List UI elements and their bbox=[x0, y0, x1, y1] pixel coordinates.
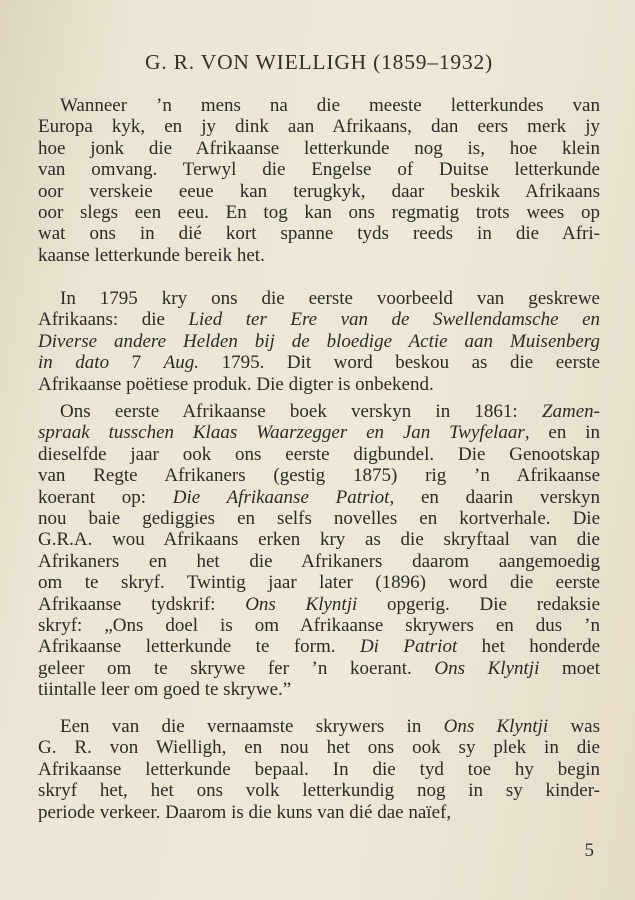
text-run: tiintalle leer om goed te skrywe.” bbox=[38, 679, 292, 701]
text-line bbox=[38, 487, 600, 508]
text-run: nou baie gediggies en selfs novelles en kortverhale. Die bbox=[38, 507, 600, 529]
text-run: Afrikaners en het die Afrikaners daarom aangemoedig bbox=[38, 550, 600, 572]
text-line bbox=[38, 159, 600, 180]
paragraph-3 bbox=[38, 401, 600, 700]
paragraph-1 bbox=[38, 95, 600, 266]
text-run: oor slegs een eeu. En tog kan ons regmatig trots wees op bbox=[38, 201, 600, 223]
text-run: van omvang. Terwyl die Engelse of Duitse letterkunde bbox=[38, 159, 600, 181]
page-number: 5 bbox=[584, 840, 594, 861]
text-line bbox=[38, 309, 600, 330]
text-line bbox=[38, 223, 600, 244]
text-line bbox=[38, 331, 600, 352]
text-run: was bbox=[548, 716, 600, 737]
text-run: skryf het, het ons volk letterkundig nog in sy kinder- bbox=[38, 780, 600, 802]
italic-text-run: spraak tusschen Klaas Waarzegger en Jan Twyfelaar bbox=[38, 422, 525, 444]
text-line bbox=[38, 245, 600, 266]
text-line bbox=[38, 780, 600, 801]
text-line bbox=[38, 444, 600, 465]
text-line bbox=[38, 636, 600, 657]
italic-text-run: Di Patriot bbox=[359, 636, 458, 658]
text-line bbox=[38, 658, 600, 679]
chapter-title: G. R. VON WIELLIGH (1859–1932) bbox=[144, 50, 494, 74]
text-run: Afrikaanse poëtiese produk. Die digter is onbekend. bbox=[38, 373, 434, 395]
text-line bbox=[38, 422, 600, 443]
text-line bbox=[38, 138, 600, 159]
text-run: wat ons in dié kort spanne tyds reeds in die Afri- bbox=[38, 223, 600, 245]
text-run: , en daarin verskyn bbox=[389, 486, 600, 508]
text-run: het honderde bbox=[457, 636, 601, 658]
text-line bbox=[38, 95, 600, 116]
text-line bbox=[38, 529, 600, 550]
italic-text-run: Diverse andere Helden bij de bloedige Actie aan Muisenberg bbox=[38, 330, 600, 352]
text-run: kaanse letterkunde bereik het. bbox=[38, 244, 265, 266]
text-run: om te skryf. Twintig jaar later (1896) word die eerste bbox=[38, 572, 600, 594]
text-run: 1795. Dit word beskou as die eerste bbox=[199, 352, 601, 374]
text-line bbox=[38, 551, 600, 572]
text-run: In 1795 kry ons die eerste voorbeeld van geskrewe bbox=[60, 288, 600, 309]
text-line bbox=[38, 615, 600, 636]
text-line bbox=[38, 759, 600, 780]
text-line bbox=[38, 594, 600, 615]
text-line bbox=[38, 181, 600, 202]
text-line bbox=[38, 116, 600, 137]
italic-text-run: in dato bbox=[38, 352, 110, 374]
text-line bbox=[38, 737, 600, 758]
text-run: van Regte Afrikaners (gestig 1875) rig ’n Afrikaanse bbox=[38, 465, 600, 487]
text-run: , en in bbox=[524, 422, 600, 444]
italic-text-run: Die Afrikaanse Patriot bbox=[172, 486, 390, 508]
text-line bbox=[38, 465, 600, 486]
text-line bbox=[38, 572, 600, 593]
text-line bbox=[38, 288, 600, 309]
text-run: opgerig. Die redaksie bbox=[357, 593, 600, 615]
text-line bbox=[38, 374, 600, 395]
text-run: G.R.A. wou Afrikaans erken kry as die skryftaal van die bbox=[38, 529, 600, 551]
text-run: dieselfde jaar ook ons eerste digbundel. Die Genootskap bbox=[38, 443, 600, 465]
text-run: periode verkeer. Daarom is die kuns van dié dae naïef, bbox=[38, 801, 452, 823]
italic-text-run: Zamen- bbox=[541, 401, 600, 422]
italic-text-run: Ons Klyntji bbox=[434, 657, 540, 679]
text-run: Afrikaanse tydskrif: bbox=[38, 593, 246, 615]
text-run: Wanneer ’n mens na die meeste letterkundes van bbox=[60, 95, 600, 116]
text-run: skryf: „Ons doel is om Afrikaanse skrywers en dus ’n bbox=[38, 614, 600, 636]
paragraph-4 bbox=[38, 716, 600, 823]
text-run: Ons eerste Afrikaanse boek verskyn in 1861: bbox=[60, 401, 542, 422]
text-run: 7 bbox=[109, 352, 164, 374]
italic-text-run: Lied ter Ere van de Swellendamsche en bbox=[188, 309, 600, 331]
text-line bbox=[38, 202, 600, 223]
text-run: koerant op: bbox=[38, 486, 173, 508]
text-run: hoe jonk die Afrikaanse letterkunde nog is, hoe klein bbox=[38, 137, 600, 159]
text-run: Afrikaans: die bbox=[38, 309, 189, 331]
text-run: oor verskeie eeue kan terugkyk, daar beskik Afrikaans bbox=[38, 180, 600, 202]
italic-text-run: Aug. bbox=[163, 352, 200, 374]
text-run: Een van die vernaamste skrywers in bbox=[60, 716, 444, 737]
text-line bbox=[38, 716, 600, 737]
text-run: G. R. von Wielligh, en nou het ons ook sy plek in die bbox=[38, 737, 600, 759]
italic-text-run: Ons Klyntji bbox=[443, 716, 549, 737]
text-run: Afrikaanse letterkunde te form. bbox=[38, 636, 360, 658]
text-line bbox=[38, 508, 600, 529]
text-line bbox=[38, 679, 600, 700]
italic-text-run: Ons Klyntji bbox=[245, 593, 358, 615]
text-line bbox=[38, 401, 600, 422]
text-run: Afrikaanse letterkunde bepaal. In die tyd toe hy begin bbox=[38, 758, 600, 780]
text-run: moet bbox=[539, 657, 600, 679]
text-run: geleer om te skrywe fer ’n koerant. bbox=[38, 657, 435, 679]
paragraph-2 bbox=[38, 288, 600, 395]
text-line bbox=[38, 802, 600, 823]
text-run: Europa kyk, en jy dink aan Afrikaans, dan eers merk jy bbox=[38, 116, 600, 138]
book-page bbox=[38, 0, 600, 900]
text-line bbox=[38, 352, 600, 373]
